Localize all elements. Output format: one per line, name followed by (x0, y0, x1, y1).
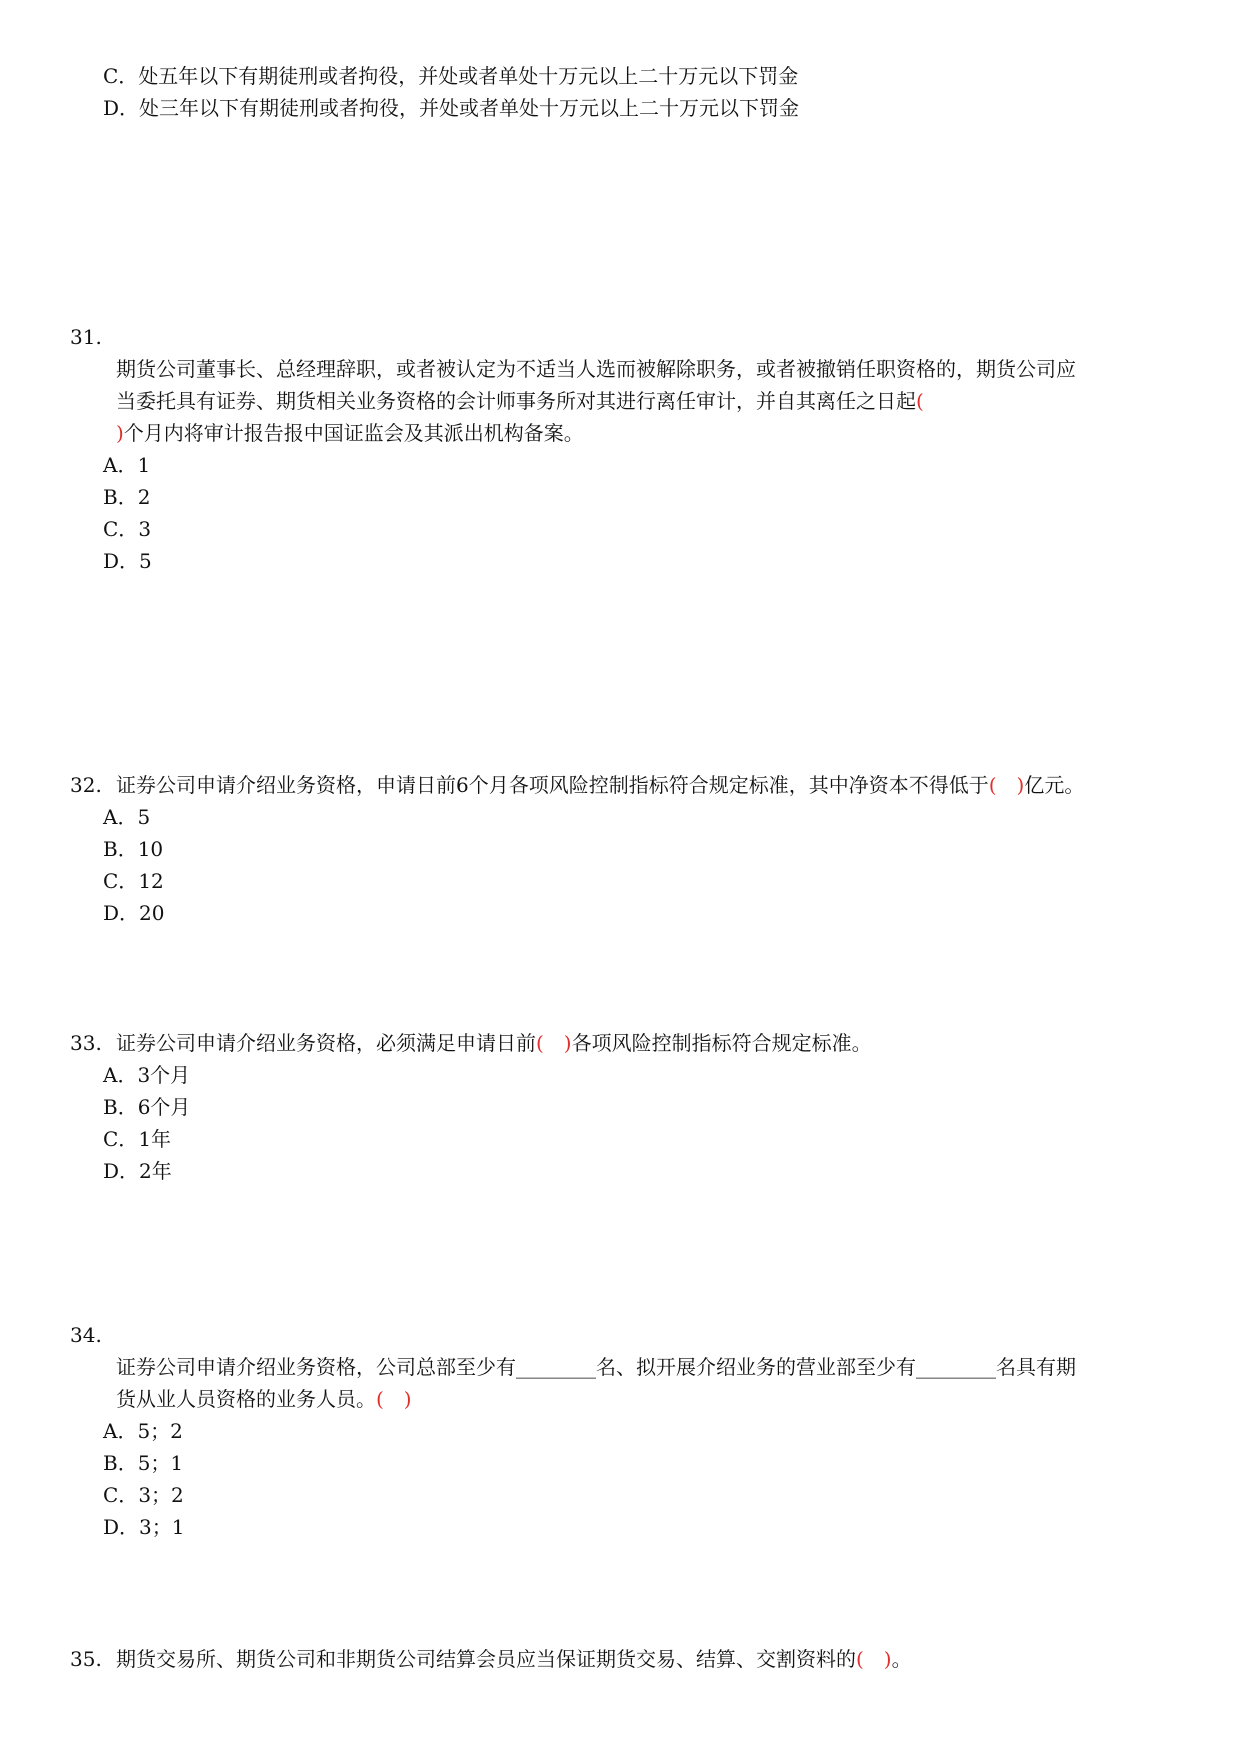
carryover-option-c (103, 63, 798, 89)
question-34-option-c (103, 1482, 184, 1508)
option-letter: D． (103, 901, 140, 925)
option-text: 10 (137, 837, 164, 861)
stem-text: 个月内将审计报告报中国证监会及其派出机构备案。 (123, 421, 584, 445)
question-31-stem-line1: 期货公司董事长、总经理辞职，或者被认定为不适当人选而被解除职务，或者被撤销任职资格的，期货公司应 (116, 357, 1076, 381)
option-text: 3 (138, 517, 152, 541)
question-31-option-a (103, 452, 150, 478)
question-32-stem (116, 772, 1084, 798)
option-text: 5；2 (137, 1419, 183, 1443)
question-34-option-b (103, 1450, 183, 1476)
question-34-stem-line1: 证券公司申请介绍业务资格，公司总部至少有________名、拟开展介绍业务的营业部至少有________名具有期 (116, 1355, 1076, 1379)
option-letter: B． (103, 837, 138, 861)
option-letter: A． (103, 453, 138, 477)
question-32-option-d (103, 900, 165, 926)
option-text: 1年 (138, 1127, 172, 1151)
question-34-option-a (103, 1418, 183, 1444)
option-text: 5 (137, 805, 151, 829)
question-32-number: 32. (70, 773, 102, 797)
option-letter: A． (103, 1063, 138, 1087)
option-letter: B． (103, 1095, 138, 1119)
carryover-option-d (103, 95, 799, 121)
question-33-option-b (103, 1094, 190, 1120)
option-letter: D． (103, 1515, 140, 1539)
option-text: 20 (139, 901, 165, 925)
option-letter: C． (103, 1483, 139, 1507)
option-text: 3；1 (139, 1515, 185, 1539)
stem-text: 亿元。 (1024, 773, 1085, 797)
question-32-option-c (103, 868, 164, 894)
answer-paren: ( ) (856, 1647, 892, 1671)
question-31-stem-line2 (116, 388, 924, 414)
question-33-number: 33. (70, 1031, 102, 1055)
option-text: 3个月 (137, 1063, 191, 1087)
question-31-option-b (103, 484, 150, 510)
option-letter: B． (103, 1451, 138, 1475)
option-letter: A． (103, 805, 138, 829)
question-34-number: 34. (70, 1323, 102, 1347)
answer-paren-open: ( (916, 389, 924, 413)
question-34-option-d (103, 1514, 185, 1540)
option-letter: B． (103, 485, 138, 509)
answer-paren: ( ) (988, 773, 1025, 797)
option-text: 处三年以下有期徒刑或者拘役，并处或者单处十万元以上二十万元以下罚金 (139, 96, 800, 120)
option-letter: D． (103, 549, 140, 573)
question-33-option-d (103, 1158, 172, 1184)
question-33-option-c (103, 1126, 171, 1152)
option-letter: D． (103, 96, 140, 120)
stem-text: 货从业人员资格的业务人员。 (116, 1387, 376, 1411)
question-33-option-a (103, 1062, 190, 1088)
question-34-stem-line2 (116, 1386, 412, 1412)
question-32-option-b (103, 836, 163, 862)
answer-paren: ( ) (536, 1031, 572, 1055)
option-letter: C． (103, 869, 139, 893)
option-letter: C． (103, 517, 139, 541)
stem-text: 证券公司申请介绍业务资格，申请日前6个月各项风险控制指标符合规定标准，其中净资本不得低于 (116, 773, 989, 797)
question-31-option-c (103, 516, 151, 542)
question-31-option-d (103, 548, 152, 574)
option-letter: A． (103, 1419, 138, 1443)
option-letter: C． (103, 64, 139, 88)
stem-text: 当委托具有证券、期货相关业务资格的会计师事务所对其进行离任审计，并自其离任之日起 (116, 389, 916, 413)
option-text: 12 (138, 869, 164, 893)
option-text: 6个月 (137, 1095, 191, 1119)
question-31-number: 31. (70, 325, 102, 349)
stem-text: 期货交易所、期货公司和非期货公司结算会员应当保证期货交易、结算、交割资料的 (116, 1647, 856, 1671)
question-35-stem (116, 1646, 912, 1672)
option-text: 5；1 (137, 1451, 184, 1475)
option-text: 2年 (139, 1159, 172, 1183)
option-text: 处五年以下有期徒刑或者拘役，并处或者单处十万元以上二十万元以下罚金 (138, 64, 799, 88)
stem-text: 。 (891, 1647, 912, 1671)
question-35-number: 35. (70, 1647, 102, 1671)
stem-text: 各项风险控制指标符合规定标准。 (571, 1031, 872, 1055)
option-text: 2 (137, 485, 151, 509)
question-31-stem-line3 (116, 420, 584, 446)
stem-text: 证券公司申请介绍业务资格，必须满足申请日前 (116, 1031, 536, 1055)
question-32-option-a (103, 804, 150, 830)
option-letter: D． (103, 1159, 140, 1183)
option-text: 5 (139, 549, 152, 573)
option-text: 3；2 (138, 1483, 184, 1507)
question-33-stem (116, 1030, 872, 1056)
answer-paren: ( ) (376, 1387, 412, 1411)
option-letter: C． (103, 1127, 139, 1151)
answer-paren-close: ) (116, 421, 124, 445)
option-text: 1 (137, 453, 151, 477)
